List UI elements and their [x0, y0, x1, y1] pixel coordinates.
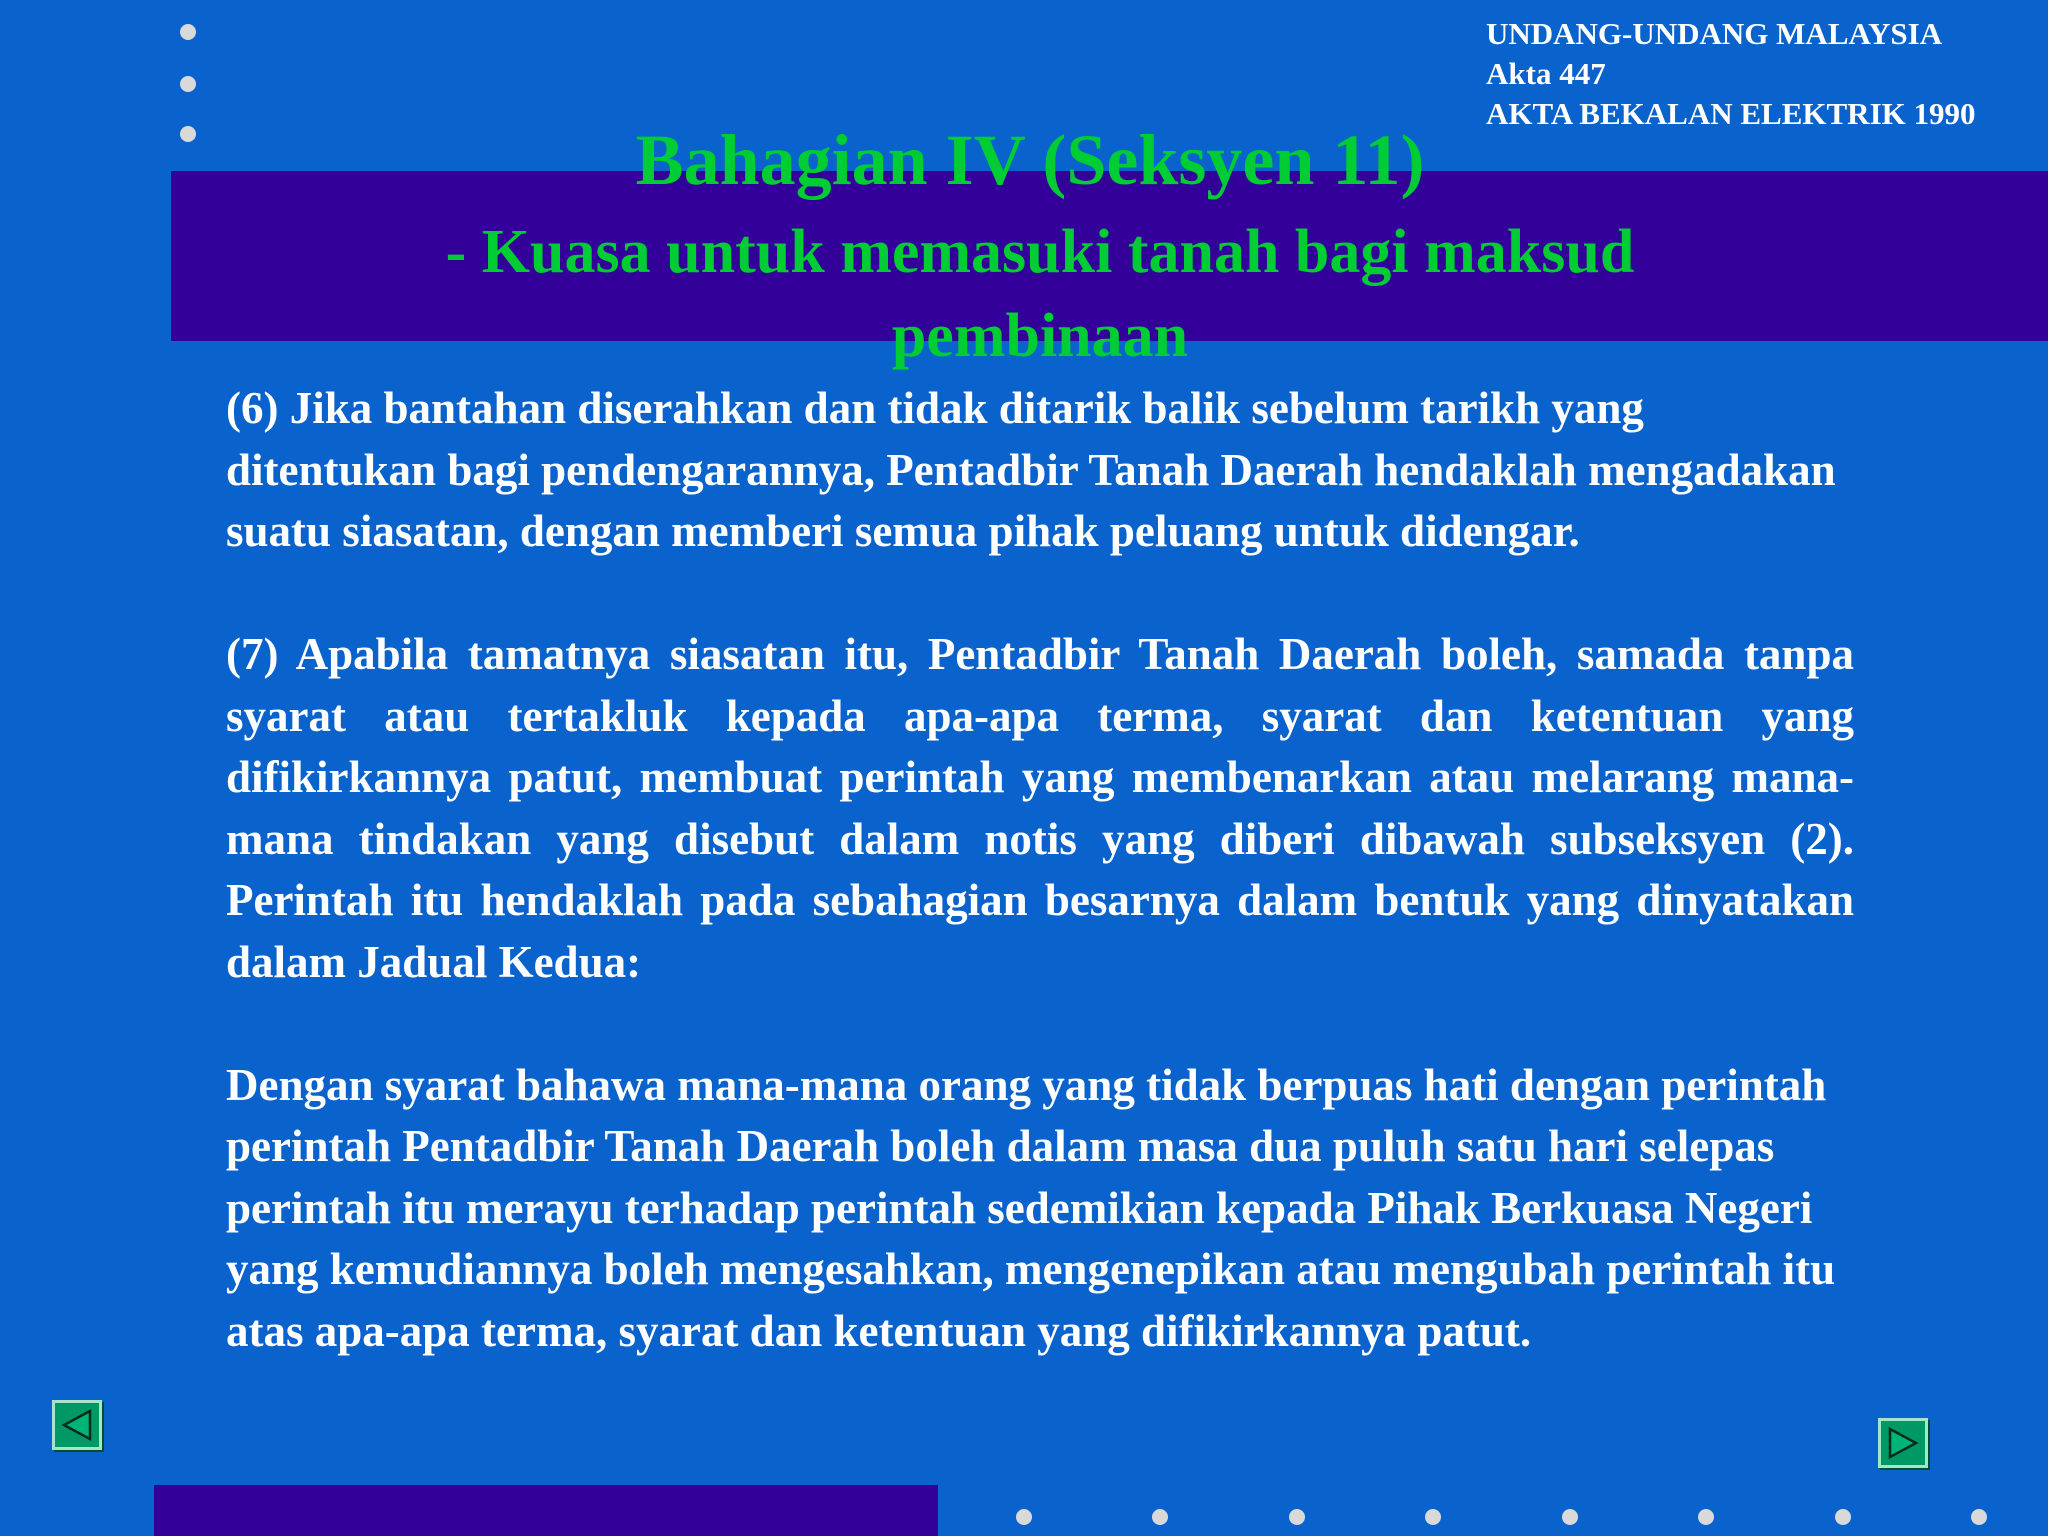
paragraph-proviso: Dengan syarat bahawa mana-mana orang yang tidak berpuas hati dengan perintah perintah Pentadbir Tanah Daerah boleh dalam masa dua puluh satu hari selepas perintah itu merayu terhadap perintah sedemikian kepada Pihak Berkuasa Negeri yang kemudiannya boleh mengesahkan, mengenepikan atau mengubah perintah itu atas apa-apa terma, syarat dan ketentuan yang difikirkannya patut.: [226, 1059, 1836, 1356]
slide-body: [226, 378, 1854, 1362]
triangle-left-icon: [59, 1407, 95, 1443]
slide-subtitle: - Kuasa untuk memasuki tanah bagi maksud pembinaan: [445, 218, 1635, 370]
triangle-right-icon: [1885, 1425, 1921, 1461]
bullet-dot: [1016, 1509, 1032, 1525]
bullet-dot: [1562, 1509, 1578, 1525]
next-slide-button[interactable]: [1878, 1418, 1928, 1468]
bottom-band: [154, 1485, 938, 1536]
act-number: Akta 447: [1486, 56, 1606, 91]
bullet-dot: [1971, 1509, 1987, 1525]
act-reference: [1486, 14, 2046, 134]
law-title: UNDANG-UNDANG MALAYSIA: [1486, 16, 1943, 51]
bullet-dot: [1289, 1509, 1305, 1525]
slide-title: Bahagian IV (Seksyen 11): [635, 120, 1425, 200]
previous-slide-button[interactable]: [52, 1400, 102, 1450]
bullet-dot: [180, 126, 196, 142]
bullet-dot: [1152, 1509, 1168, 1525]
bullet-dot: [180, 76, 196, 92]
bullet-dot: [1425, 1509, 1441, 1525]
bullet-dot: [180, 24, 196, 40]
paragraph-subsection-6: (6) Jika bantahan diserahkan dan tidak ditarik balik sebelum tarikh yang ditentukan bagi pendengarannya, Pentadbir Tanah Daerah hendaklah mengadakan suatu siasatan, dengan memberi semua pihak peluang untuk didengar.: [226, 383, 1836, 556]
bullet-dot: [1698, 1509, 1714, 1525]
paragraph-subsection-7: (7) Apabila tamatnya siasatan itu, Pentadbir Tanah Daerah boleh, samada tanpa syarat atau tertakluk kepada apa-apa terma, syarat dan ketentuan yang difikirkannya patut, membuat perintah yang membenarkan atau melarang mana-mana tindakan yang disebut dalam notis yang diberi dibawah subseksyen (2). Perintah itu hendaklah pada sebahagian besarnya dalam bentuk yang dinyatakan dalam Jadual Kedua:: [226, 629, 1854, 987]
bullet-dot: [1835, 1509, 1851, 1525]
act-name: AKTA BEKALAN ELEKTRIK 1990: [1486, 96, 1976, 131]
